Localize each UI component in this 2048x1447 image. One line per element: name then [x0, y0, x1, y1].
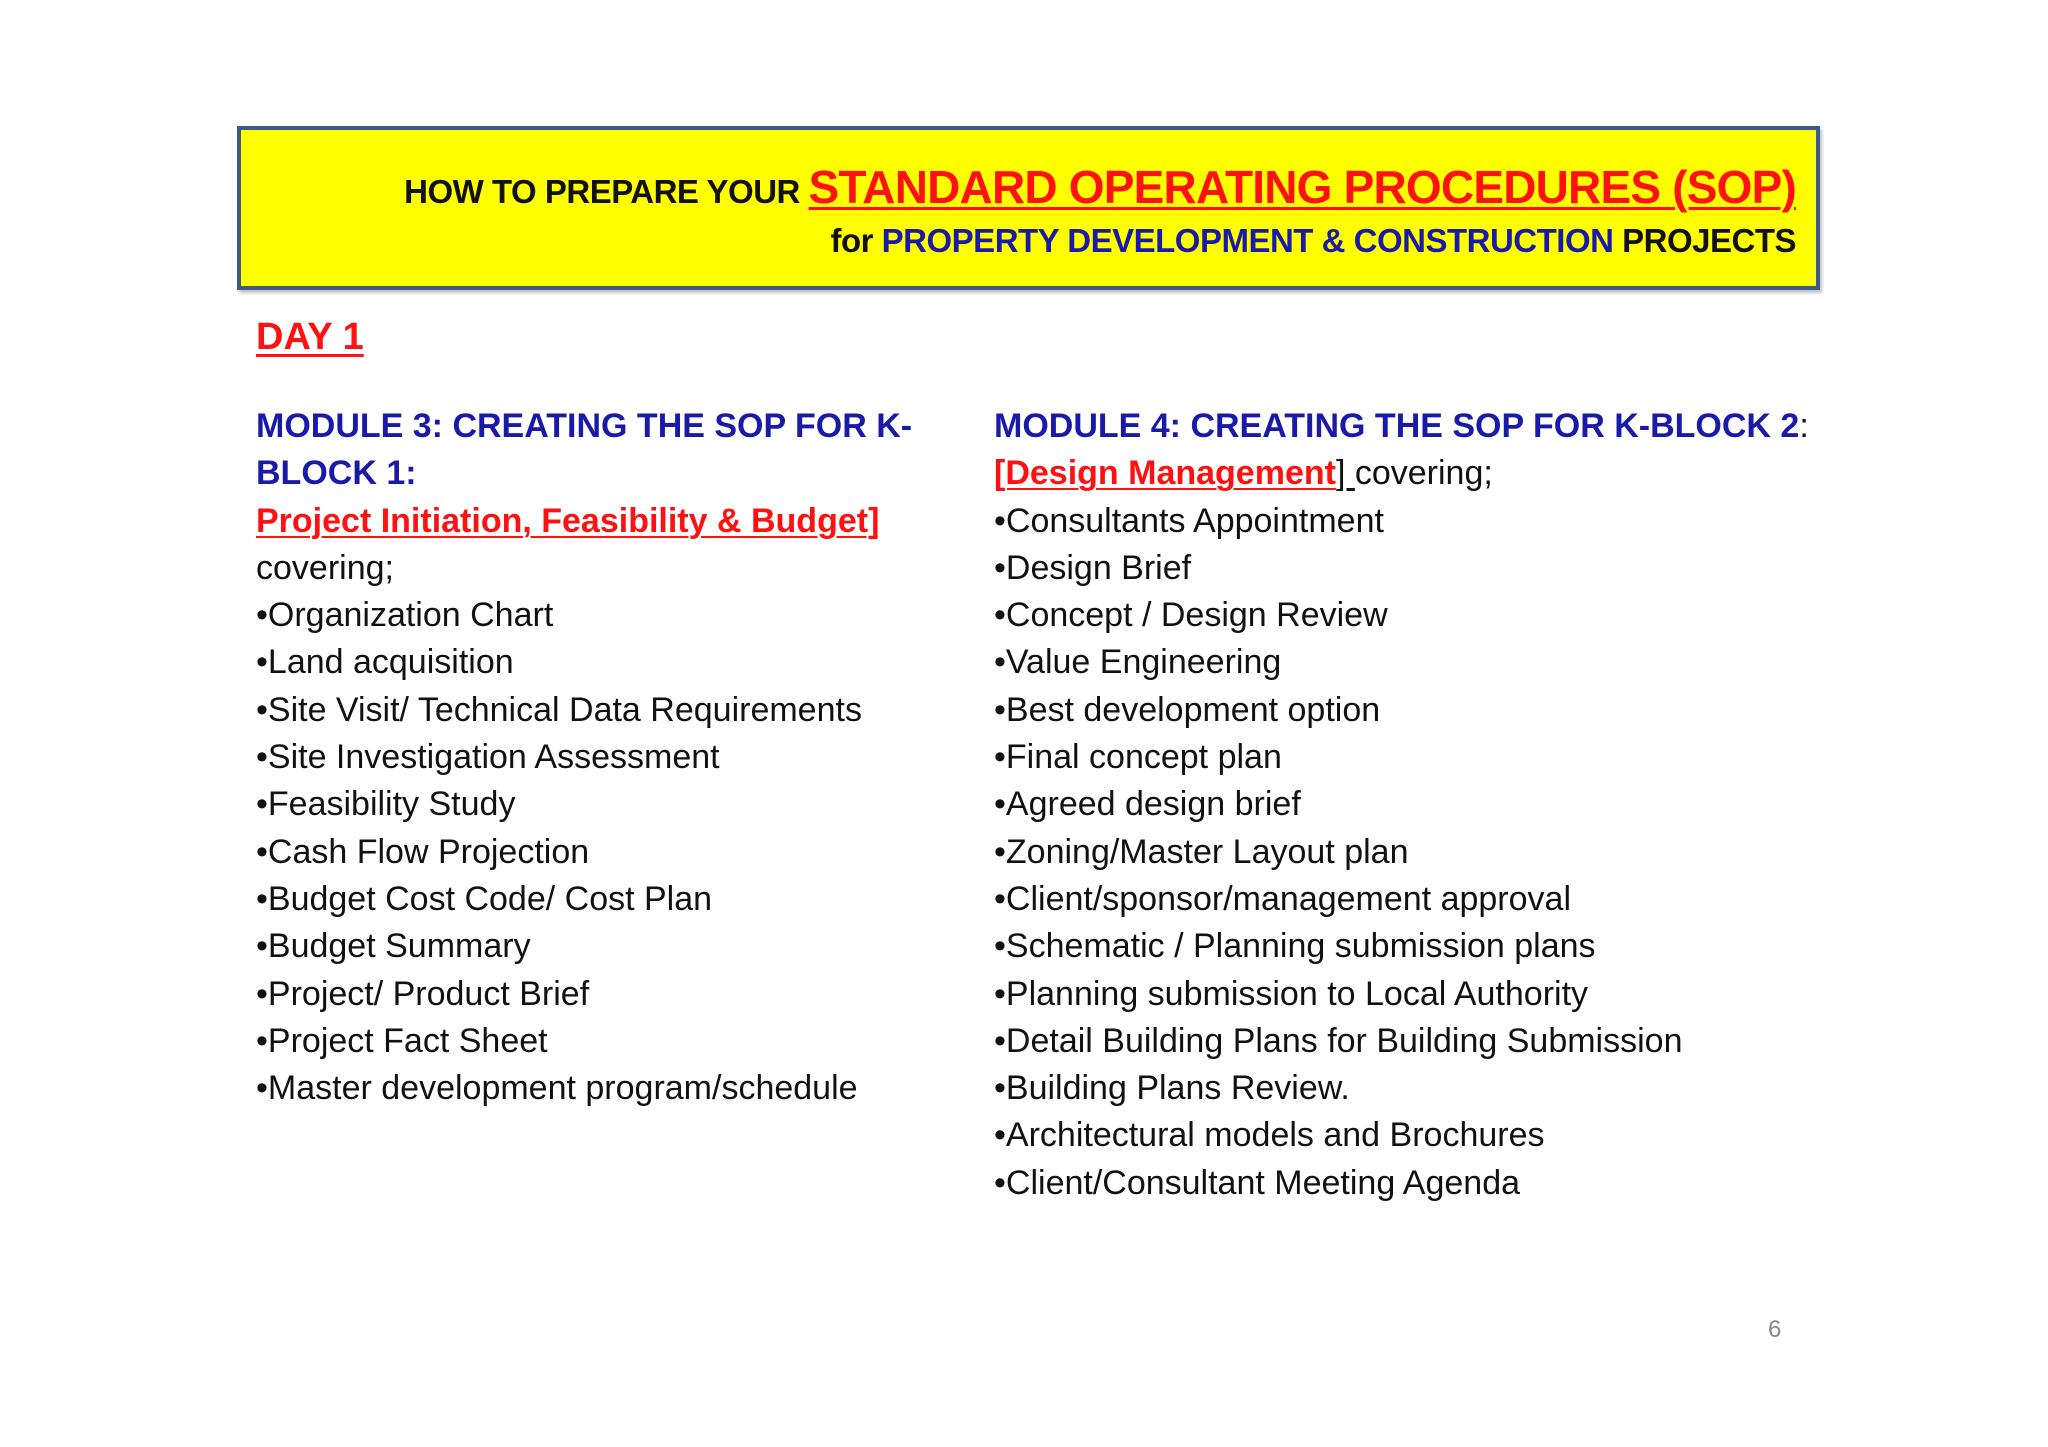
module-3-topic: Project Initiation, Feasibility & Budget]	[256, 501, 880, 540]
module-3-covering: covering;	[256, 548, 394, 587]
banner-highlight: STANDARD OPERATING PROCEDURES (SOP)	[808, 161, 1796, 213]
list-item: •Architectural models and Brochures	[994, 1116, 1545, 1155]
banner-title-line	[404, 160, 1796, 214]
module-4-column	[994, 403, 1874, 1207]
page-number: 6	[1768, 1316, 1782, 1343]
list-item: •Land acquisition	[256, 643, 514, 682]
module-3-column	[256, 403, 956, 1112]
module-4-heading-colon: :	[1799, 407, 1809, 445]
list-item: •Building Plans Review.	[994, 1069, 1350, 1108]
list-item: •Design Brief	[994, 548, 1192, 587]
list-item: •Planning submission to Local Authority	[994, 974, 1589, 1013]
list-item: •Organization Chart	[256, 596, 554, 635]
banner-subtitle-line	[830, 222, 1796, 260]
list-item: •Zoning/Master Layout plan	[994, 832, 1409, 871]
title-banner	[237, 126, 1820, 290]
module-4-covering: covering;	[1354, 454, 1493, 493]
module-3-heading-line2: BLOCK 1:	[256, 454, 417, 493]
banner-prefix: HOW TO PREPARE YOUR	[404, 173, 809, 210]
module-3-topic-line	[256, 498, 956, 545]
list-item: •Feasibility Study	[256, 785, 516, 824]
list-item: •Budget Summary	[256, 927, 531, 966]
list-item: •Consultants Appointment	[994, 501, 1384, 540]
banner-subtitle-for: for	[830, 222, 882, 259]
banner-subtitle-blue: PROPERTY DEVELOPMENT & CONSTRUCTION	[881, 222, 1614, 259]
list-item: •Client/sponsor/management approval	[994, 879, 1572, 918]
list-item: •Concept / Design Review	[994, 596, 1388, 635]
list-item: •Value Engineering	[994, 643, 1282, 682]
module-4-heading: MODULE 4: CREATING THE SOP FOR K-BLOCK 2	[994, 407, 1800, 445]
list-item: •Best development option	[994, 690, 1381, 729]
list-item: •Schematic / Planning submission plans	[994, 927, 1596, 966]
list-item: •Budget Cost Code/ Cost Plan	[256, 879, 713, 918]
module-4-topic-line	[994, 450, 1874, 497]
module-3-heading-line1: MODULE 3: CREATING THE SOP FOR K-	[256, 407, 913, 445]
list-item: •Site Investigation Assessment	[256, 738, 720, 777]
list-item: •Detail Building Plans for Building Submission	[994, 1021, 1683, 1060]
banner-subtitle-end: PROJECTS	[1613, 222, 1796, 259]
day-label: DAY 1	[256, 316, 364, 358]
module-4-topic: [Design Management	[994, 454, 1336, 493]
module-4-heading-line	[994, 403, 1874, 450]
list-item: •Project Fact Sheet	[256, 1021, 548, 1060]
list-item: •Site Visit/ Technical Data Requirements	[256, 690, 862, 729]
list-item: •Project/ Product Brief	[256, 974, 590, 1013]
list-item: •Agreed design brief	[994, 785, 1301, 824]
list-item: •Master development program/schedule	[256, 1069, 858, 1108]
list-item: •Cash Flow Projection	[256, 832, 590, 871]
list-item: •Client/Consultant Meeting Agenda	[994, 1163, 1521, 1202]
module-4-topic-bracket: ]	[1335, 454, 1355, 493]
list-item: •Final concept plan	[994, 738, 1282, 777]
